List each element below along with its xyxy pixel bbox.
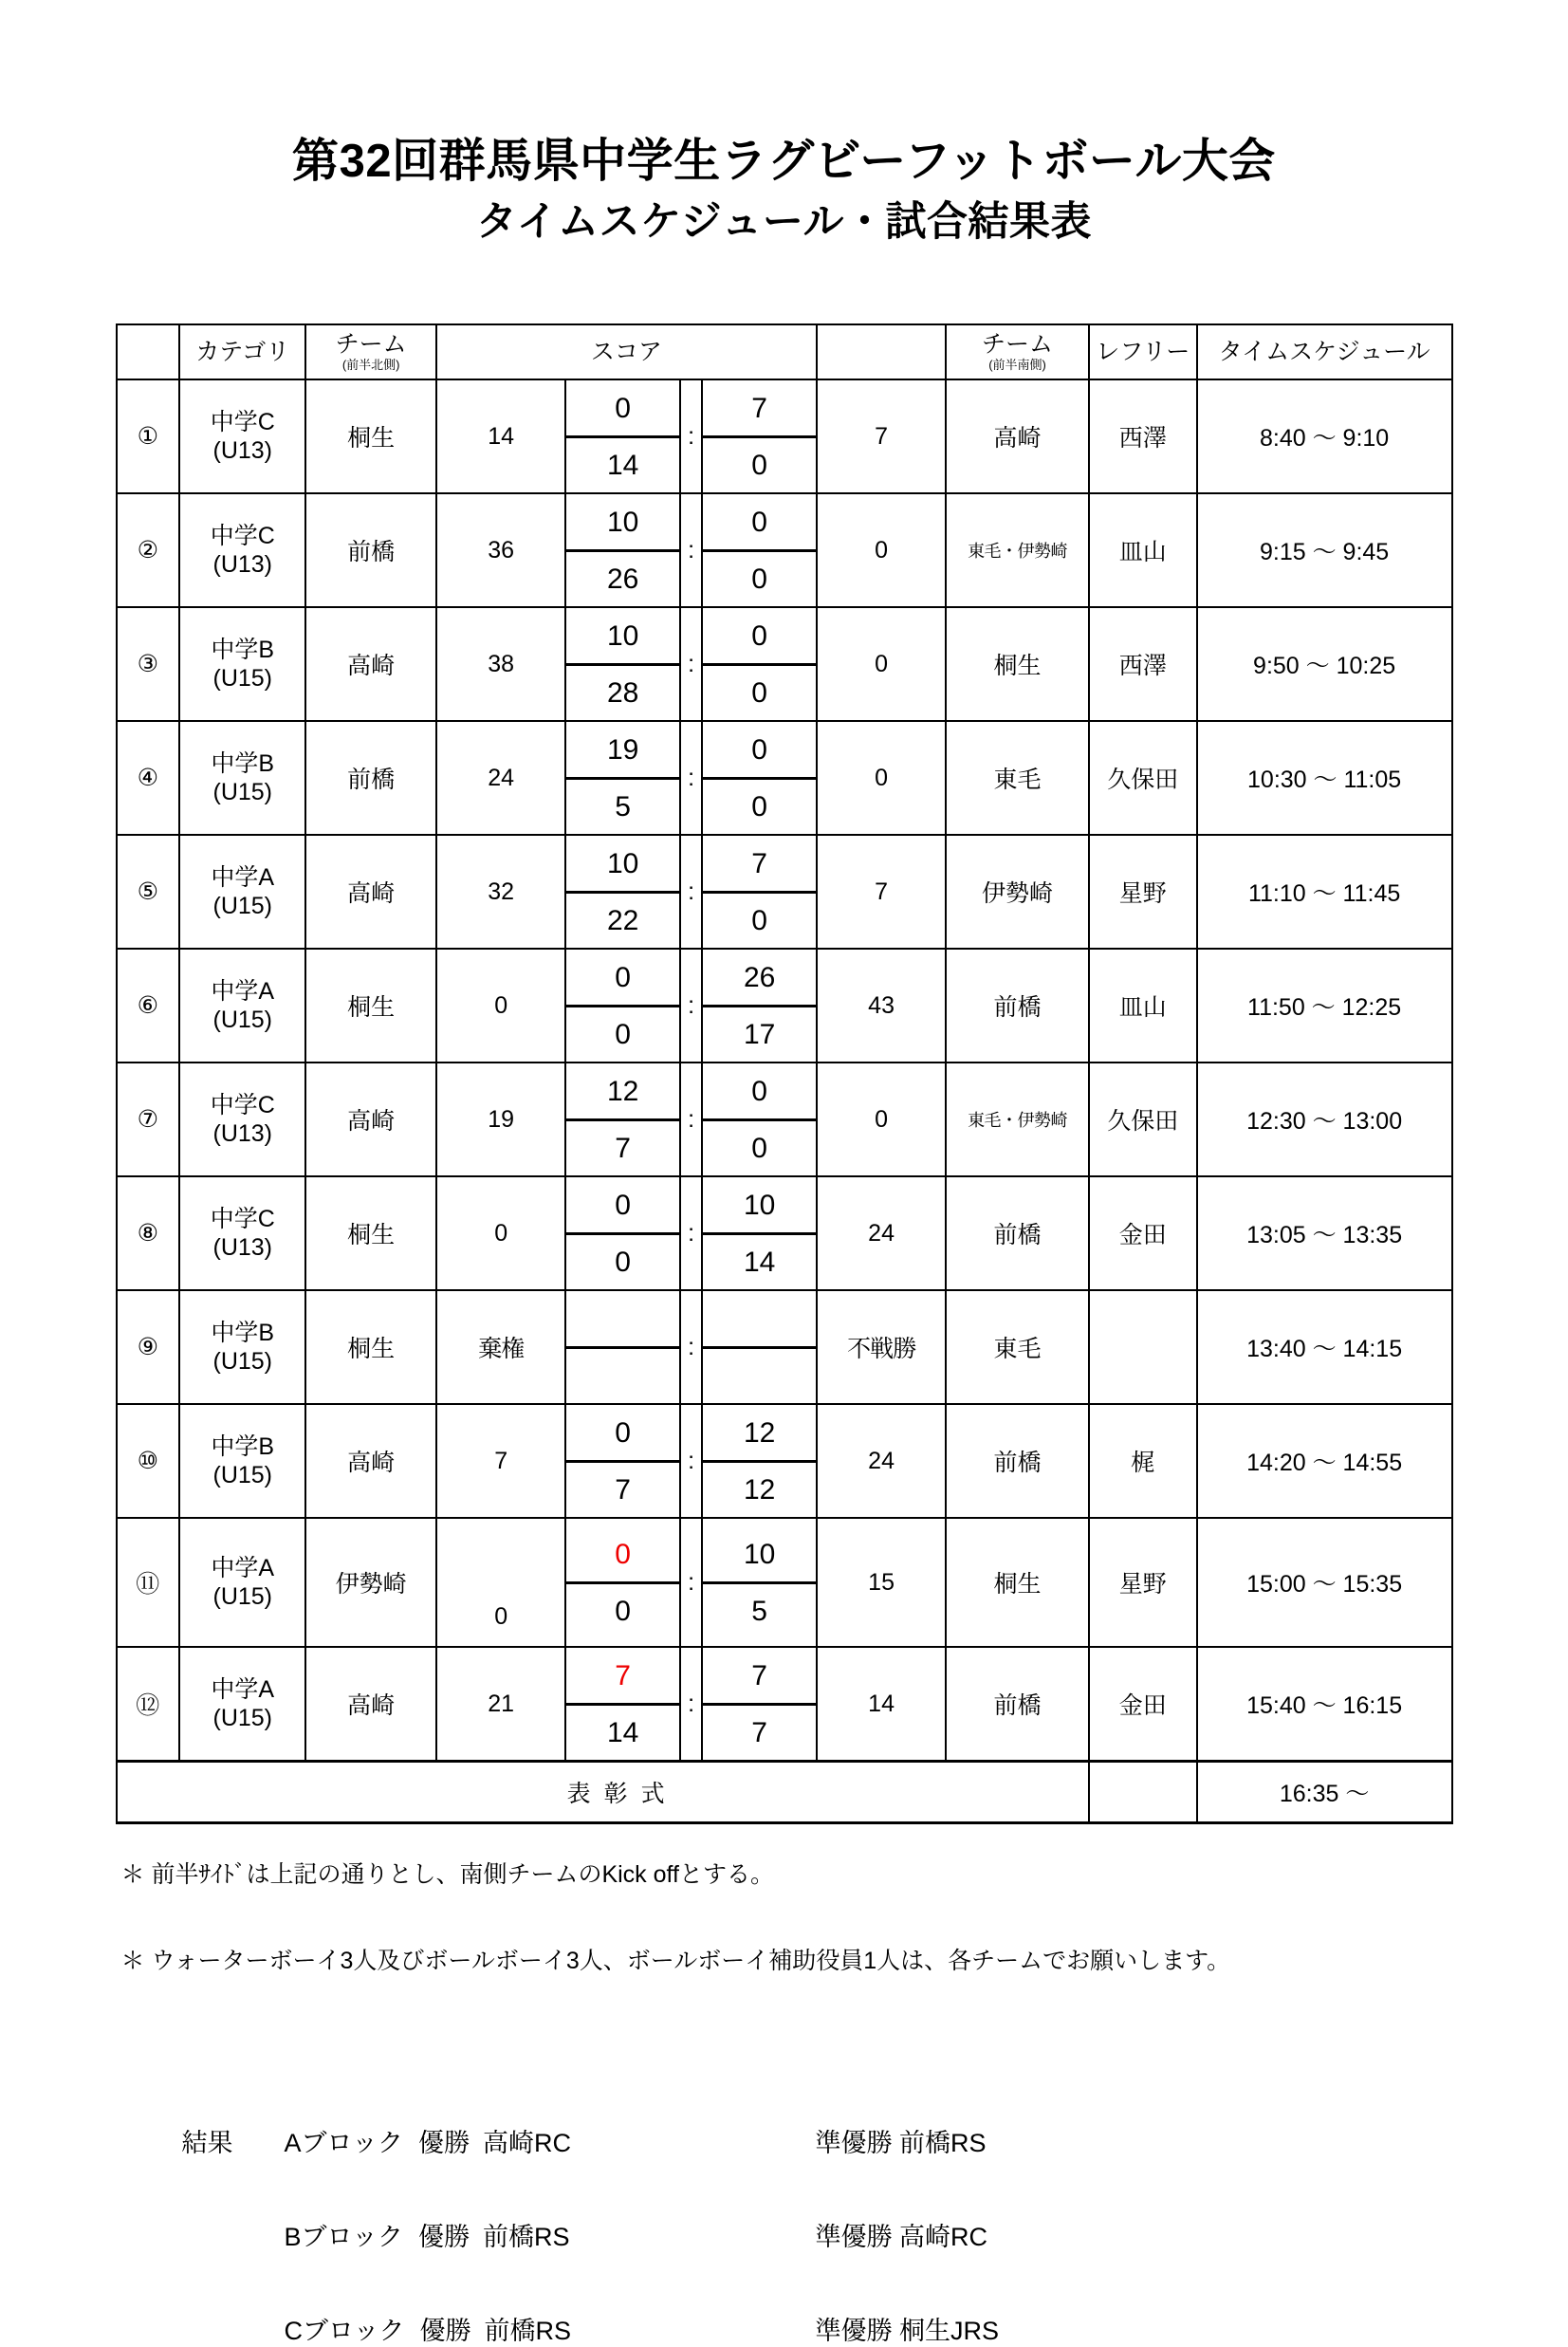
schedule-table xyxy=(116,323,1453,1824)
half2-north: 22 xyxy=(606,904,639,936)
score-colon: : xyxy=(680,1176,703,1290)
referee-cell: 久保田 xyxy=(1089,721,1197,835)
team-south-cell: 東毛・伊勢崎 xyxy=(946,493,1088,607)
category-cell xyxy=(179,835,305,949)
winner-team: 前橋RS xyxy=(484,2317,571,2346)
half2-south: 7 xyxy=(751,1716,767,1748)
row-number: ⑪ xyxy=(117,1518,180,1647)
half-scores-north-cell xyxy=(565,1176,679,1290)
score-colon: : xyxy=(680,721,703,835)
header-team-south-sub: (前半南側) xyxy=(988,357,1046,372)
total-north-cell: 0 xyxy=(436,1518,565,1647)
half1-north: 0 xyxy=(566,1527,678,1584)
category-age: (U15) xyxy=(212,779,273,806)
half1-north: 10 xyxy=(566,837,678,894)
schedule-cell: 13:05 ～ 13:35 xyxy=(1197,1176,1452,1290)
results-runnerup-group xyxy=(816,2310,1290,2347)
table-row xyxy=(117,721,1452,835)
half2-north: 0 xyxy=(615,1018,631,1050)
total-north-cell: 7 xyxy=(436,1404,565,1518)
table-row xyxy=(117,835,1452,949)
half1-south: 26 xyxy=(703,951,815,1007)
runnerup-title: 準優勝 xyxy=(815,2223,893,2252)
team-south-cell: 東毛 xyxy=(946,721,1088,835)
note-2: ＊ ウォーターボーイ3人及びボールボーイ3人、ボールボーイ補助役員1人は、各チームでお願いします。 xyxy=(120,1948,1231,1975)
table-row xyxy=(117,379,1452,493)
half-scores-north-cell xyxy=(565,1518,679,1647)
referee-cell: 星野 xyxy=(1089,1518,1197,1647)
table-row xyxy=(117,1518,1452,1647)
category-label: 中学B xyxy=(211,1319,275,1346)
category-cell xyxy=(179,379,305,493)
half1-north: 0 xyxy=(566,951,678,1007)
half2-south: 0 xyxy=(751,676,767,709)
runnerup-title: 準優勝 xyxy=(815,2129,893,2158)
half1-north xyxy=(566,1292,678,1349)
half-scores-south-cell xyxy=(702,949,816,1063)
category-cell xyxy=(179,1290,305,1404)
half-scores-north-cell xyxy=(565,721,679,835)
half1-north: 19 xyxy=(566,723,678,780)
category-age: (U13) xyxy=(212,551,273,579)
category-label: 中学A xyxy=(211,863,275,891)
half2-north xyxy=(566,1349,678,1403)
schedule-cell: 14:20 ～ 14:55 xyxy=(1197,1404,1452,1518)
half1-south: 7 xyxy=(703,381,815,438)
runnerup-team: 高崎RC xyxy=(892,2223,987,2252)
half2-south: 12 xyxy=(743,1473,776,1506)
winner-title: 優勝 xyxy=(417,2223,470,2252)
category-age: (U15) xyxy=(212,1462,273,1489)
score-colon: : xyxy=(680,1647,703,1762)
schedule-cell: 15:00 ～ 15:35 xyxy=(1197,1518,1452,1647)
block-name: Bブロック xyxy=(284,2223,403,2252)
team-north-cell: 桐生 xyxy=(305,1176,436,1290)
referee-cell: 西澤 xyxy=(1089,379,1197,493)
score-colon: : xyxy=(680,835,703,949)
header-team-north xyxy=(305,324,436,379)
referee-cell: 久保田 xyxy=(1089,1063,1197,1176)
half1-south: 10 xyxy=(703,1178,815,1235)
half-scores-north-cell xyxy=(565,1647,679,1762)
results-runnerup-group xyxy=(816,2216,1290,2253)
team-north-cell: 高崎 xyxy=(305,835,436,949)
half-scores-north-cell xyxy=(565,949,679,1063)
block-name: Aブロック xyxy=(284,2129,403,2158)
total-south-cell: 14 xyxy=(817,1647,946,1762)
row-number: ① xyxy=(117,379,180,493)
table-row xyxy=(117,949,1452,1063)
team-north-cell: 桐生 xyxy=(305,949,436,1063)
winner-team: 前橋RS xyxy=(482,2223,570,2252)
header-team-north-sub: (前半北側) xyxy=(341,357,400,372)
category-age: (U13) xyxy=(212,1234,273,1262)
team-north-cell: 高崎 xyxy=(305,1404,436,1518)
total-south-cell: 不戦勝 xyxy=(817,1290,946,1404)
half-scores-south-cell xyxy=(702,835,816,949)
total-north-cell: 0 xyxy=(436,1176,565,1290)
team-north-cell: 前橋 xyxy=(305,721,436,835)
header-referee: レフリー xyxy=(1089,324,1197,379)
row-number: ④ xyxy=(117,721,180,835)
half2-south: 0 xyxy=(751,904,767,936)
total-north-cell: 0 xyxy=(436,949,565,1063)
team-south-cell: 伊勢崎 xyxy=(946,835,1088,949)
half1-north: 10 xyxy=(566,495,678,552)
team-south-cell: 高崎 xyxy=(946,379,1088,493)
block-name: Cブロック xyxy=(284,2317,405,2346)
half-scores-south-cell xyxy=(702,607,816,721)
category-cell xyxy=(179,493,305,607)
results-winner-group xyxy=(285,2122,816,2159)
table-header-row xyxy=(117,324,1452,379)
category-age: (U15) xyxy=(212,1583,273,1611)
team-south-cell: 東毛 xyxy=(946,1290,1088,1404)
half2-south: 0 xyxy=(751,1132,767,1164)
score-colon: : xyxy=(680,379,703,493)
ceremony-row xyxy=(117,1762,1452,1823)
schedule-cell: 8:40 ～ 9:10 xyxy=(1197,379,1452,493)
ceremony-label: 表彰式 xyxy=(117,1762,1089,1823)
schedule-cell: 11:10 ～ 11:45 xyxy=(1197,835,1452,949)
total-south-cell: 7 xyxy=(817,835,946,949)
half-scores-south-cell xyxy=(702,721,816,835)
category-cell xyxy=(179,721,305,835)
half-scores-north-cell xyxy=(565,835,679,949)
row-number: ② xyxy=(117,493,180,607)
half-scores-south-cell xyxy=(702,1176,816,1290)
row-number: ⑤ xyxy=(117,835,180,949)
schedule-cell: 15:40 ～ 16:15 xyxy=(1197,1647,1452,1762)
score-colon: : xyxy=(680,1404,703,1518)
half1-north: 0 xyxy=(566,1406,678,1463)
header-total-south-blank xyxy=(817,324,946,379)
half1-north: 12 xyxy=(566,1064,678,1121)
total-south-cell: 24 xyxy=(817,1176,946,1290)
total-south-cell: 0 xyxy=(817,721,946,835)
half1-south: 0 xyxy=(703,723,815,780)
half-scores-south-cell xyxy=(702,1063,816,1176)
category-label: 中学B xyxy=(211,749,275,777)
half2-north: 7 xyxy=(615,1132,631,1164)
results-label: 結果 xyxy=(181,2129,233,2158)
total-north-cell: 38 xyxy=(436,607,565,721)
half-scores-north-cell xyxy=(565,1404,679,1518)
row-number: ⑨ xyxy=(117,1290,180,1404)
category-age: (U13) xyxy=(212,1120,273,1148)
category-label: 中学C xyxy=(210,522,275,549)
schedule-cell: 13:40 ～ 14:15 xyxy=(1197,1290,1452,1404)
note-1: ＊ 前半ｻｲﾄﾞは上記の通りとし、南側チームのKick offとする。 xyxy=(120,1861,774,1889)
half-scores-north-cell xyxy=(565,1063,679,1176)
referee-cell: 西澤 xyxy=(1089,607,1197,721)
category-label: 中学A xyxy=(211,1554,275,1581)
table-row xyxy=(117,607,1452,721)
half1-south: 7 xyxy=(703,1649,815,1706)
half2-north: 7 xyxy=(615,1473,631,1506)
results-row xyxy=(116,2310,1453,2347)
category-cell xyxy=(179,1404,305,1518)
half2-south: 17 xyxy=(743,1018,776,1050)
winner-title: 優勝 xyxy=(419,2317,471,2346)
half1-south xyxy=(703,1292,815,1349)
header-team-south xyxy=(946,324,1088,379)
half2-north: 28 xyxy=(606,676,639,709)
category-age: (U15) xyxy=(212,1007,273,1034)
team-north-cell: 高崎 xyxy=(305,1063,436,1176)
score-colon: : xyxy=(680,493,703,607)
team-south-cell: 前橋 xyxy=(946,1404,1088,1518)
total-north-cell: 棄権 xyxy=(436,1290,565,1404)
team-north-cell: 前橋 xyxy=(305,493,436,607)
category-age: (U15) xyxy=(212,1705,273,1732)
page-title: 第32回群馬県中学生ラグビーフットボール大会 xyxy=(292,136,1276,187)
category-label: 中学C xyxy=(210,1205,275,1232)
row-number: ⑧ xyxy=(117,1176,180,1290)
category-cell xyxy=(179,1647,305,1762)
half2-north: 5 xyxy=(615,790,631,822)
schedule-cell: 9:50 ～ 10:25 xyxy=(1197,607,1452,721)
team-south-cell: 前橋 xyxy=(946,1647,1088,1762)
runnerup-title: 準優勝 xyxy=(815,2317,893,2346)
ceremony-gap xyxy=(1089,1762,1197,1823)
category-label: 中学A xyxy=(211,1675,275,1703)
category-label: 中学C xyxy=(210,1091,275,1118)
category-label: 中学A xyxy=(211,977,275,1005)
half-scores-south-cell xyxy=(702,493,816,607)
total-south-cell: 24 xyxy=(817,1404,946,1518)
score-colon: : xyxy=(680,607,703,721)
half1-north: 10 xyxy=(566,609,678,666)
half-scores-south-cell xyxy=(702,1647,816,1762)
row-number: ⑫ xyxy=(117,1647,180,1762)
category-age: (U15) xyxy=(212,1348,273,1376)
header-team-south-main: チーム xyxy=(982,331,1054,359)
ceremony-time: 16:35 ～ xyxy=(1197,1762,1452,1823)
total-south-cell: 0 xyxy=(817,493,946,607)
total-south-cell: 0 xyxy=(817,1063,946,1176)
total-north-cell: 36 xyxy=(436,493,565,607)
schedule-cell: 10:30 ～ 11:05 xyxy=(1197,721,1452,835)
referee-cell: 金田 xyxy=(1089,1176,1197,1290)
half1-south: 7 xyxy=(703,837,815,894)
half2-south: 0 xyxy=(751,449,767,481)
half2-south: 0 xyxy=(751,563,767,595)
half2-south: 0 xyxy=(751,790,767,822)
schedule-cell: 12:30 ～ 13:00 xyxy=(1197,1063,1452,1176)
category-label: 中学B xyxy=(211,1432,275,1460)
table-row xyxy=(117,1647,1452,1762)
table-row xyxy=(117,1290,1452,1404)
row-number: ⑥ xyxy=(117,949,180,1063)
half1-south: 0 xyxy=(703,609,815,666)
half2-north: 26 xyxy=(606,563,639,595)
half-scores-north-cell xyxy=(565,607,679,721)
total-south-cell: 15 xyxy=(817,1518,946,1647)
page-subtitle: タイムスケジュール・試合結果表 xyxy=(475,199,1093,246)
team-north-cell: 高崎 xyxy=(305,607,436,721)
total-north-cell: 32 xyxy=(436,835,565,949)
team-south-cell: 前橋 xyxy=(946,949,1088,1063)
schedule-cell: 11:50 ～ 12:25 xyxy=(1197,949,1452,1063)
half-scores-south-cell xyxy=(702,1404,816,1518)
team-south-cell: 東毛・伊勢崎 xyxy=(946,1063,1088,1176)
half1-north: 0 xyxy=(566,381,678,438)
referee-cell: 梶 xyxy=(1089,1404,1197,1518)
half1-south: 12 xyxy=(703,1406,815,1463)
row-number: ⑩ xyxy=(117,1404,180,1518)
referee-cell: 皿山 xyxy=(1089,493,1197,607)
total-north-cell: 14 xyxy=(436,379,565,493)
winner-team: 高崎RC xyxy=(482,2129,571,2158)
category-cell xyxy=(179,1518,305,1647)
category-cell xyxy=(179,1063,305,1176)
team-north-cell: 桐生 xyxy=(305,379,436,493)
half1-north: 0 xyxy=(566,1178,678,1235)
header-schedule: タイムスケジュール xyxy=(1197,324,1452,379)
title-block xyxy=(0,0,1568,249)
team-north-cell: 伊勢崎 xyxy=(305,1518,436,1647)
half2-north: 0 xyxy=(615,1595,631,1627)
total-south-cell: 43 xyxy=(817,949,946,1063)
total-north-cell: 24 xyxy=(436,721,565,835)
category-age: (U15) xyxy=(212,893,273,920)
notes-block xyxy=(116,1858,1453,1978)
score-colon: : xyxy=(680,1063,703,1176)
header-team-north-main: チーム xyxy=(335,331,407,359)
total-south-cell: 0 xyxy=(817,607,946,721)
half2-south xyxy=(703,1349,815,1403)
referee-cell xyxy=(1089,1290,1197,1404)
half-scores-north-cell xyxy=(565,1290,679,1404)
half1-north: 7 xyxy=(566,1649,678,1706)
table-row xyxy=(117,1404,1452,1518)
half1-south: 0 xyxy=(703,495,815,552)
score-colon: : xyxy=(680,1518,703,1647)
score-colon: : xyxy=(680,1290,703,1404)
half-scores-north-cell xyxy=(565,493,679,607)
row-number: ③ xyxy=(117,607,180,721)
team-south-cell: 桐生 xyxy=(946,1518,1088,1647)
team-south-cell: 桐生 xyxy=(946,607,1088,721)
half2-south: 5 xyxy=(751,1595,767,1627)
total-north-cell: 21 xyxy=(436,1647,565,1762)
category-age: (U15) xyxy=(212,665,273,693)
category-label: 中学C xyxy=(210,408,275,435)
score-colon: : xyxy=(680,949,703,1063)
schedule-cell: 9:15 ～ 9:45 xyxy=(1197,493,1452,607)
table-row xyxy=(117,1176,1452,1290)
half2-north: 0 xyxy=(615,1246,631,1278)
runnerup-team: 桐生JRS xyxy=(892,2317,1000,2346)
results-runnerup-group xyxy=(816,2122,1290,2159)
half2-south: 14 xyxy=(743,1246,776,1278)
total-north-cell: 19 xyxy=(436,1063,565,1176)
half-scores-south-cell xyxy=(702,1518,816,1647)
team-south-cell: 前橋 xyxy=(946,1176,1088,1290)
total-south-cell: 7 xyxy=(817,379,946,493)
row-number: ⑦ xyxy=(117,1063,180,1176)
half2-north: 14 xyxy=(606,1716,639,1748)
referee-cell: 星野 xyxy=(1089,835,1197,949)
results-block xyxy=(116,2122,1453,2347)
table-row xyxy=(117,493,1452,607)
referee-cell: 皿山 xyxy=(1089,949,1197,1063)
results-row xyxy=(116,2122,1453,2159)
header-category: カテゴリ xyxy=(179,324,305,379)
results-winner-group xyxy=(285,2310,816,2347)
category-cell xyxy=(179,607,305,721)
referee-cell: 金田 xyxy=(1089,1647,1197,1762)
runnerup-team: 前橋RS xyxy=(892,2129,987,2158)
half-scores-south-cell xyxy=(702,1290,816,1404)
category-cell xyxy=(179,949,305,1063)
header-score: スコア xyxy=(436,324,817,379)
team-north-cell: 高崎 xyxy=(305,1647,436,1762)
results-winner-group xyxy=(285,2216,816,2253)
schedule-table-wrap xyxy=(116,323,1453,1824)
header-no xyxy=(117,324,180,379)
table-row xyxy=(117,1063,1452,1176)
team-north-cell: 桐生 xyxy=(305,1290,436,1404)
winner-title: 優勝 xyxy=(417,2129,470,2158)
category-age: (U13) xyxy=(212,437,273,465)
half1-south: 10 xyxy=(703,1527,815,1584)
half1-south: 0 xyxy=(703,1064,815,1121)
half-scores-north-cell xyxy=(565,379,679,493)
results-row xyxy=(116,2216,1453,2253)
category-cell xyxy=(179,1176,305,1290)
half2-north: 14 xyxy=(606,449,639,481)
category-label: 中学B xyxy=(211,636,275,663)
half-scores-south-cell xyxy=(702,379,816,493)
